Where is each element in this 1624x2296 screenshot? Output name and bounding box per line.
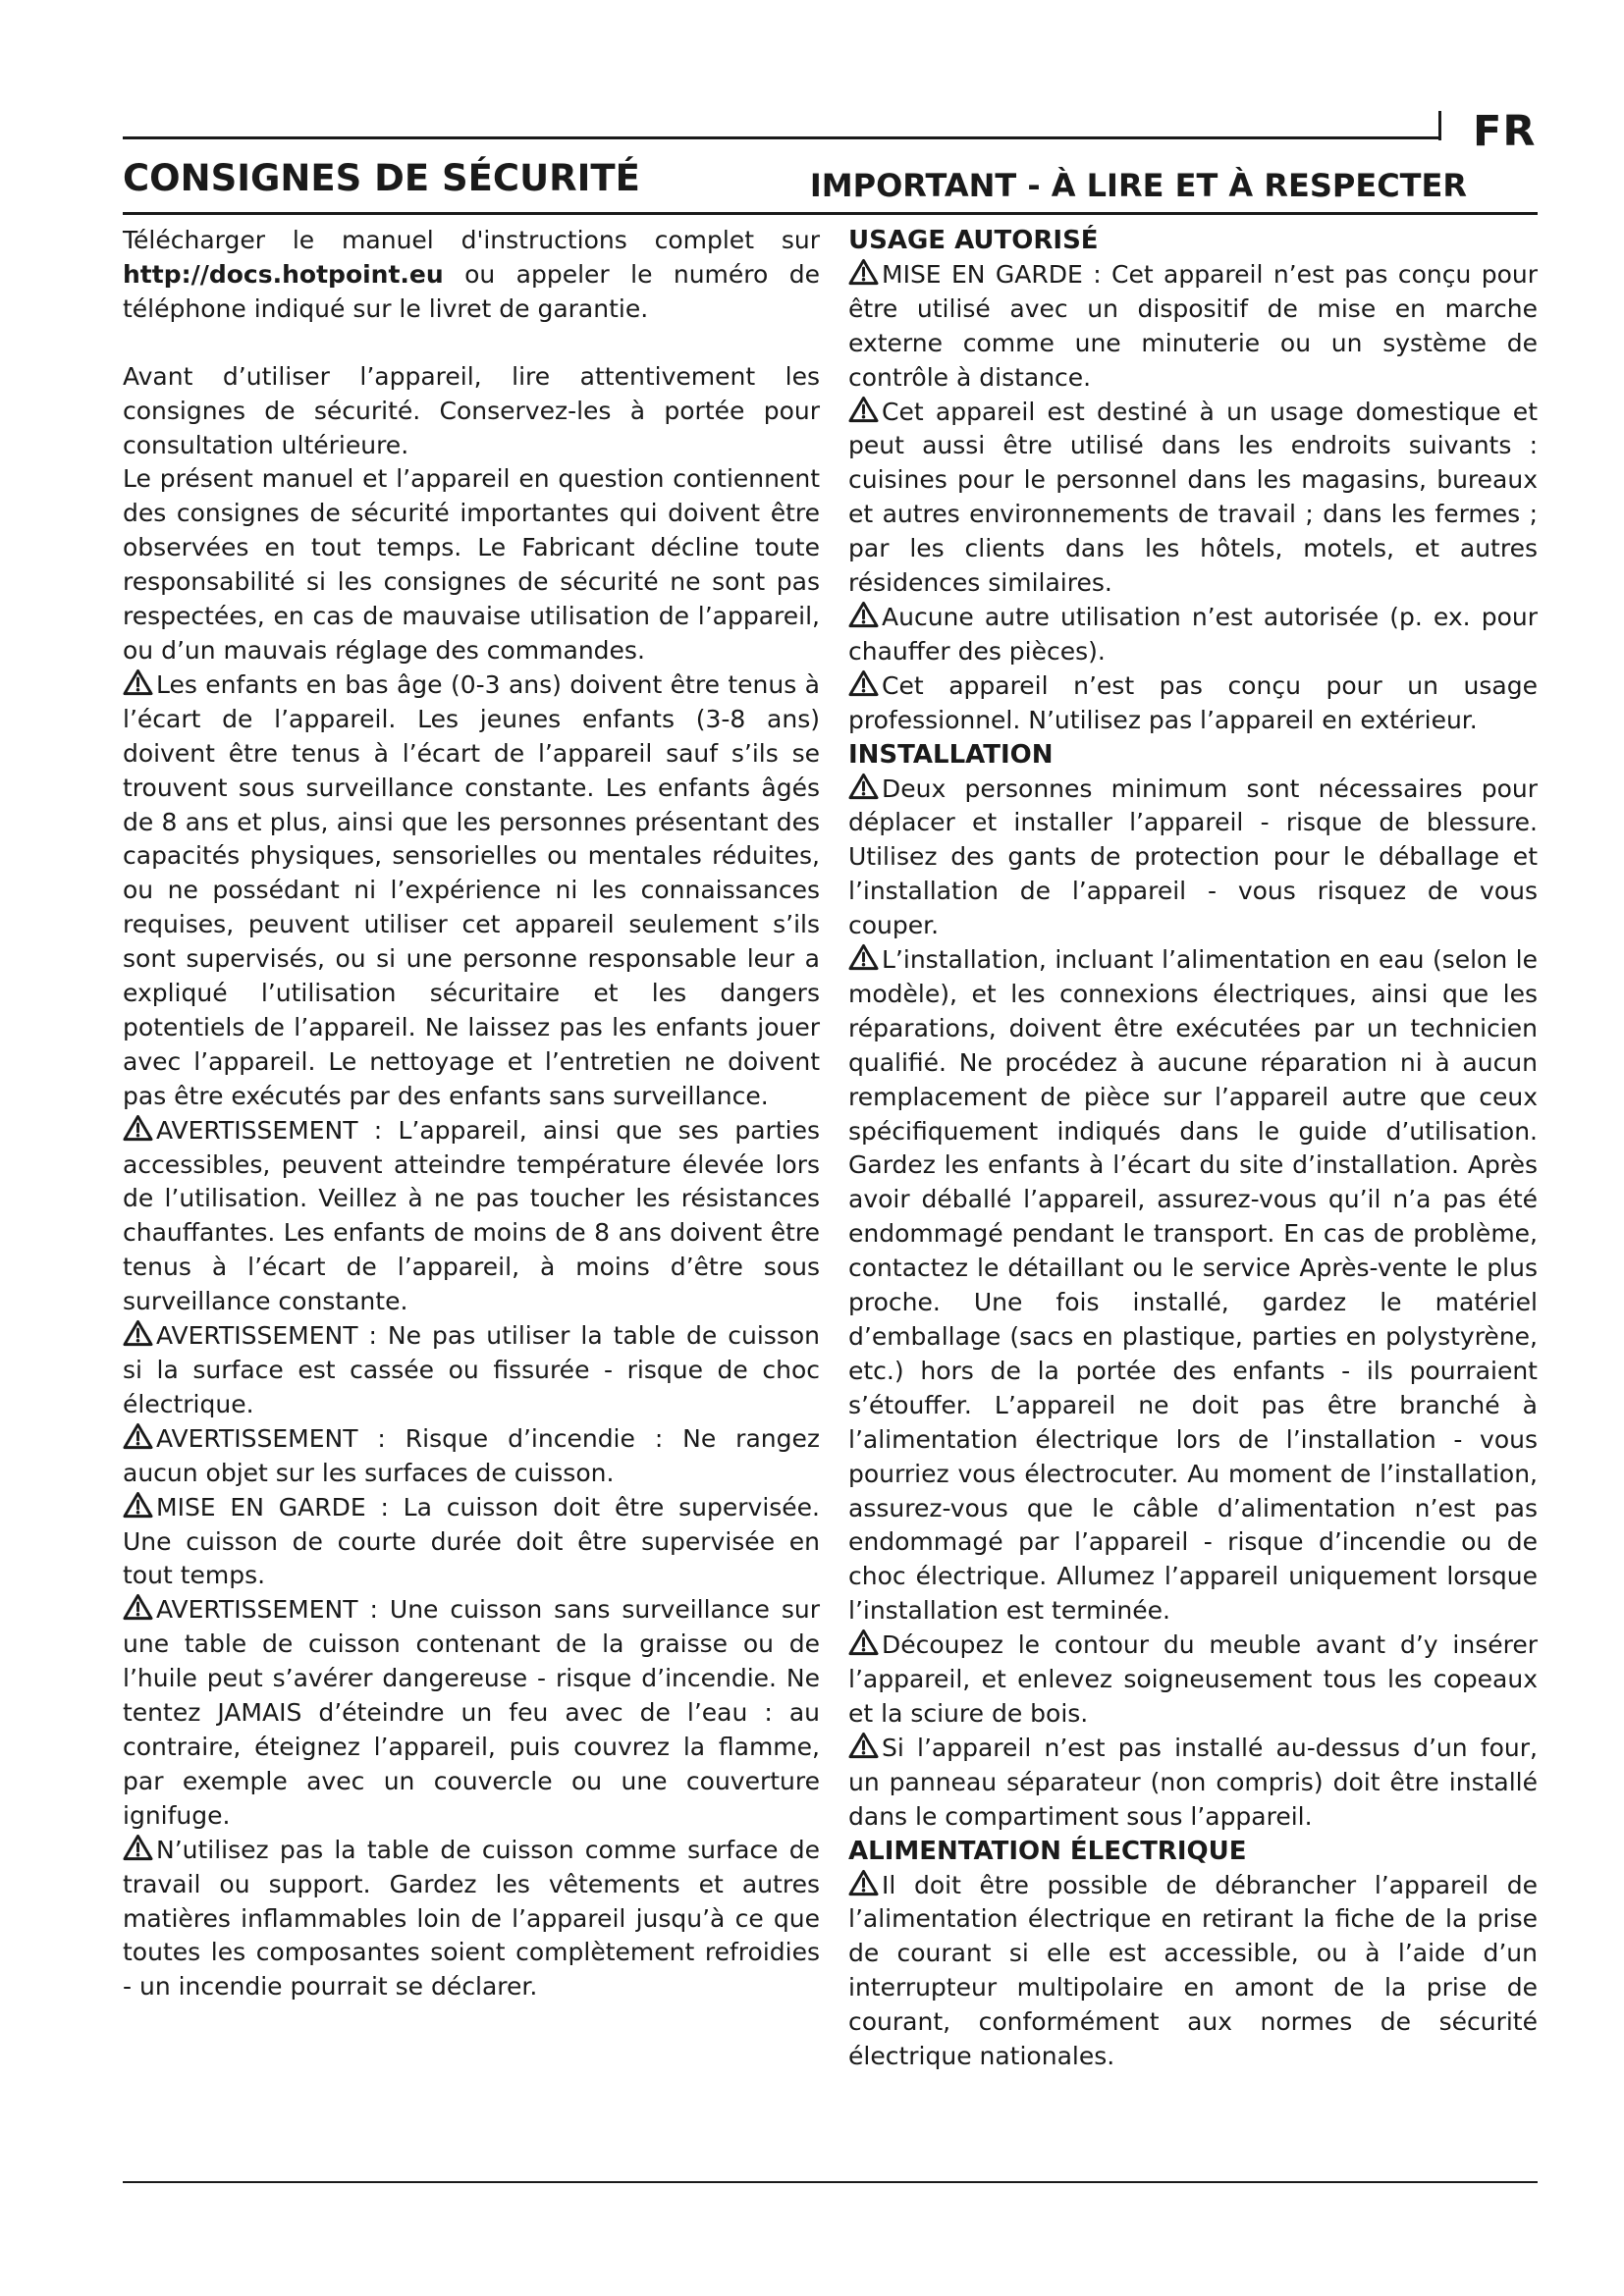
warning-icon [123,668,153,696]
warning-cut-furniture: Découpez le contour du meuble avant d’y insérer l’appareil, et enlevez soigneusement tous les copeaux et la sciure de bois. [848,1630,1538,1728]
warning-icon [848,396,879,423]
warning-icon [848,1732,879,1759]
manual-link[interactable]: http://docs.hotpoint.eu [123,259,444,289]
right-column [848,224,1538,2074]
warning-not-professional: Cet appareil n’est pas conçu pour un usage professionnel. N’utilisez pas l’appareil en extérieur. [848,670,1538,734]
warning-icon [123,1114,153,1142]
top-rule-tick [1438,111,1441,140]
warning-icon [848,258,879,286]
warning-icon [848,1629,879,1656]
section-heading-usage: USAGE AUTORISÉ [848,226,1099,255]
warning-icon [848,1869,879,1896]
warning-qualified-technician: L’installation, incluant l’alimentation en eau (selon le modèle), et les connexions électriques, ainsi que les réparations, doivent être exécutées par un technicien qualifié. Ne procédez à aucune réparation ni à aucun remplacement de pièce sur l’appareil autre que ceux spécifiquement indiqués dans le guide d’utilisation. Gardez les enfants à l’écart du site d’installation. Après avoir déballé l’appareil, assurez-vous qu’il n’a pas été endommagé pendant le transport. En cas de problème, contactez le détaillant ou le service Après-vente le plus proche. Une fois installé, gardez le matériel d’emballage (sacs en plastique, parties en polystyrène, etc.) hors de la portée des enfants - ils pourraient s’étouffer. L’appareil ne doit pas être branché à l’alimentation électrique lors de l’installation - vous pourriez vous électrocuter. Au moment de l’installation, assurez-vous que le câble d’alimentation n’est pas endommagé par l’appareil - risque d’incendie ou de choc électrique. Allumez l’appareil uniquement lorsque l’installation est terminée. [848,945,1538,1626]
warning-separator-panel: Si l’appareil n’est pas installé au-dessus d’un four, un panneau séparateur (non compris) doit être installé dans le compartiment sous l’appareil. [848,1733,1538,1831]
page-subtitle: IMPORTANT - À LIRE ET À RESPECTER [809,167,1467,204]
left-column [123,224,820,2004]
page-title: CONSIGNES DE SÉCURITÉ [123,157,640,199]
top-rule [123,136,1438,139]
section-heading-power: ALIMENTATION ÉLECTRIQUE [848,1836,1247,1866]
warning-icon [848,601,879,628]
warning-grease-fire: AVERTISSEMENT : Une cuisson sans surveillance sur une table de cuisson contenant de la graisse ou de l’huile peut s’avérer dangereuse - risque d’incendie. Ne tentez JAMAIS d’éteindre un feu avec de l’eau : au contraire, éteignez l’appareil, puis couvrez la flamme, par exemple avec un couvercle ou une couverture ignifuge. [123,1595,820,1830]
warning-no-other-use: Aucune autre utilisation n’est autorisée (p. ex. pour chauffer des pièces). [848,602,1538,666]
warning-two-persons: Deux personnes minimum sont nécessaires pour déplacer et installer l’appareil - risque de blessure. Utilisez des gants de protection pour le déballage et l’installation de l’appareil - vous risquez de vous couper. [848,774,1538,940]
warning-hot-surfaces: AVERTISSEMENT : L’appareil, ainsi que ses parties accessibles, peuvent atteindre température élevée lors de l’utilisation. Veillez à ne pas toucher les résistances chauffantes. Les enfants de moins de 8 ans doivent être tenus à l’écart de l’appareil, à moins d’être sous surveillance constante. [123,1115,820,1316]
footer-rule [123,2181,1538,2183]
caution-supervision: MISE EN GARDE : La cuisson doit être supervisée. Une cuisson de courte durée doit être supervisée en tout temps. [123,1492,820,1590]
warning-cracked-surface: AVERTISSEMENT : Ne pas utiliser la table de cuisson si la surface est cassée ou fissurée - risque de choc électrique. [123,1321,820,1418]
warning-icon [848,943,879,971]
warning-icon [123,1834,153,1861]
section-heading-installation: INSTALLATION [848,739,1054,770]
warning-work-surface: N’utilisez pas la table de cuisson comme surface de travail ou support. Gardez les vêtements et autres matières inflammables loin de l’appareil jusqu’à ce que toutes les composantes soient complètement refroidies - un incendie pourrait se déclarer. [123,1835,820,2002]
warning-disconnect: Il doit être possible de débrancher l’appareil de l’alimentation électrique en retirant la fiche de la prise de courant si elle est accessible, ou à l’aide d’un interrupteur multipolaire en amont de la prise de courant, conformément aux normes de sécurité électrique nationales. [848,1870,1538,2071]
warning-icon [123,1422,153,1450]
language-code: FR [1473,107,1537,156]
download-paragraph: Télécharger le manuel d'instructions complet sur http://docs.hotpoint.eu ou appeler le numéro de téléphone indiqué sur le livret de garantie. [123,226,820,323]
header-rule [123,212,1538,215]
manual-paragraph: Le présent manuel et l’appareil en question contiennent des consignes de sécurité importantes qui doivent être observées en tout temps. Le Fabricant décline toute responsabilité si les consignes de sécurité ne sont pas respectées, en cas de mauvaise utilisation de l’appareil, ou d’un mauvais réglage des commandes. [123,464,820,665]
warning-icon [123,1491,153,1519]
warning-icon [123,1319,153,1347]
warning-domestic-use: Cet appareil est destiné à un usage domestique et peut aussi être utilisé dans les endroits suivants : cuisines pour le personnel dans les magasins, bureaux et autres environnements de travail ; dans les fermes ; par les clients dans les hôtels, motels, et autres résidences similaires. [848,397,1538,598]
warning-icon [848,669,879,697]
warning-fire-storage: AVERTISSEMENT : Risque d’incendie : Ne rangez aucun objet sur les surfaces de cuisson. [123,1423,820,1487]
read-paragraph: Avant d’utiliser l’appareil, lire attentivement les consignes de sécurité. Conservez-les à portée pour consultation ultérieure. [123,361,820,459]
warning-icon [848,773,879,800]
warning-icon [123,1593,153,1621]
warning-children: Les enfants en bas âge (0-3 ans) doivent être tenus à l’écart de l’appareil. Les jeunes enfants (3-8 ans) doivent être tenus à l’écart de l’appareil sauf s’ils se trouvent sous surveillance constante. Les enfants âgés de 8 ans et plus, ainsi que les personnes présentant des capacités physiques, sensorielles ou mentales réduites, ou ne possédant ni l’expérience ni les connaissances requises, peuvent utiliser cet appareil seulement s’ils sont supervisés, ou si une personne responsable leur a expliqué l’utilisation sécuritaire et les dangers potentiels de l’appareil. Ne laissez pas les enfants jouer avec l’appareil. Le nettoyage et l’entretien ne doivent pas être exécutés par des enfants sans surveillance. [123,669,820,1110]
caution-external-timer: MISE EN GARDE : Cet appareil n’est pas conçu pour être utilisé avec un dispositif de mise en marche externe comme une minuterie ou un système de contrôle à distance. [848,259,1538,392]
